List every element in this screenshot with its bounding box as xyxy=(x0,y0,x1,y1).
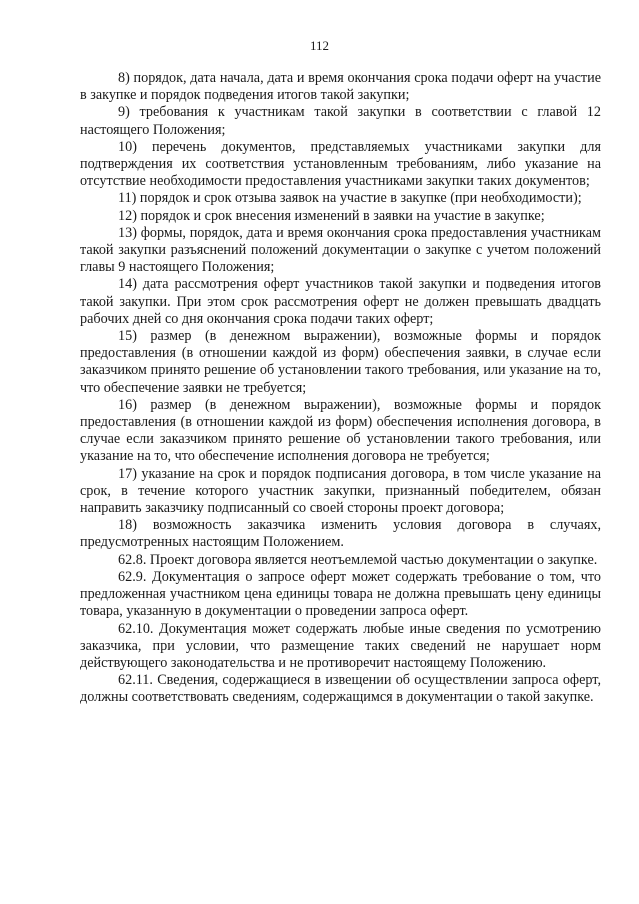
list-item-17: 17) указание на срок и порядок подписания договора, в том числе указание на срок, в течение которого участник закупки, признанный победителем, обязан направить заказчику подписанный со своей стороны проект договора; xyxy=(80,465,601,517)
clause-62-11: 62.11. Сведения, содержащиеся в извещении об осуществлении запроса оферт, должны соответствовать сведениям, содержащимся в документации о такой закупке. xyxy=(80,672,601,706)
list-item-8: 8) порядок, дата начала, дата и время окончания срока подачи оферт на участие в закупке и порядок подведения итогов такой закупки; xyxy=(80,70,601,104)
clause-62-10: 62.10. Документация может содержать любые иные сведения по усмотрению заказчика, при условии, что размещение таких сведений не нарушает норм действующего законодательства и не противоречит настоящему Положению. xyxy=(80,620,601,671)
list-item-11: 11) порядок и срок отзыва заявок на участие в закупке (при необходимости); xyxy=(118,190,582,207)
list-item-16: 16) размер (в денежном выражении), возможные формы и порядок предоставления (в отношении каждой из форм) обеспечения исполнения договора, в случае если заказчиком принято решение об установлении такого требования, или указание на то, что обеспечение исполнения договора не требуется; xyxy=(80,396,601,465)
page-number: 112 xyxy=(309,38,330,53)
list-item-10: 10) перечень документов, представляемых участниками закупки для подтверждения их соответствия установленным требованиям, либо указание на отсутствие необходимости предоставления участниками закупки таких документов; xyxy=(80,138,601,190)
list-item-9: 9) требования к участникам такой закупки в соответствии с главой 12 настоящего Положения; xyxy=(80,104,601,138)
list-item-12: 12) порядок и срок внесения изменений в заявки на участие в закупке; xyxy=(118,207,545,224)
list-item-14: 14) дата рассмотрения оферт участников такой закупки и подведения итогов такой закупки. При этом срок рассмотрения оферт не должен превышать двадцать рабочих дней со дня окончания срока подачи таких оферт; xyxy=(80,276,601,327)
clause-62-8: 62.8. Проект договора является неотъемлемой частью документации о закупке. xyxy=(118,551,598,568)
list-item-18: 18) возможность заказчика изменить условия договора в случаях, предусмотренных настоящим Положением. xyxy=(80,517,601,551)
list-item-13: 13) формы, порядок, дата и время окончания срока предоставления участникам такой закупки разъяснений положений документации о закупке с учетом положений главы 9 настоящего Положения; xyxy=(80,224,601,276)
list-item-15: 15) размер (в денежном выражении), возможные формы и порядок предоставления (в отношении каждой из форм) обеспечения заявки, в случае если заказчиком принято решение об установлении такого требования, или указание на то, что обеспечение заявки не требуется; xyxy=(80,328,601,396)
document-body xyxy=(80,70,601,707)
clause-62-9: 62.9. Документация о запросе оферт может содержать требование о том, что предложенная участником цена единицы товара не должна превышать цену единицы товара, указанную в документации о проведении запроса оферт. xyxy=(80,568,601,620)
